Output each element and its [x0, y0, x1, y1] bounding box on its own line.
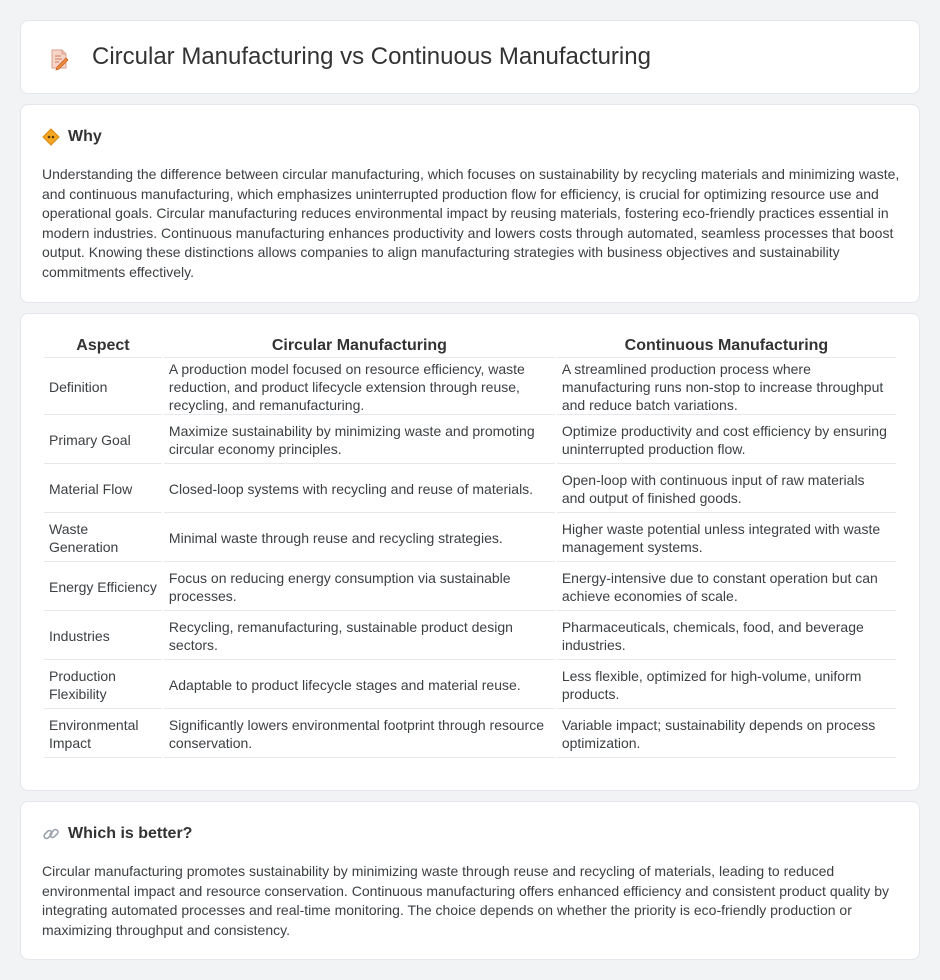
circular-cell: Adaptable to product lifecycle stages and material reuse. [164, 662, 555, 709]
continuous-cell: A streamlined production process where manufacturing runs non-stop to increase throughput and reduce batch variations. [557, 360, 896, 415]
aspect-cell: Environmental Impact [44, 711, 162, 758]
continuous-cell: Less flexible, optimized for high-volume, uniform products. [557, 662, 896, 709]
circular-cell: Closed-loop systems with recycling and reuse of materials. [164, 466, 555, 513]
aspect-cell: Material Flow [44, 466, 162, 513]
circular-cell: Recycling, remanufacturing, sustainable product design sectors. [164, 613, 555, 660]
table-row [44, 662, 896, 709]
why-section [20, 104, 920, 303]
which-better-section [20, 801, 920, 960]
header-circular: Circular Manufacturing [164, 334, 555, 358]
circular-cell: Focus on reducing energy consumption via sustainable processes. [164, 564, 555, 611]
why-text: Understanding the difference between circular manufacturing, which focuses on sustainability by recycling materials and minimizing waste, and continuous manufacturing, which emphasizes uninterrupted production flow for efficiency, is crucial for optimizing resource use and operational goals. Circular manufacturing reduces environmental impact by reusing materials, fostering eco-friendly practices essential in modern industries. Continuous manufacturing enhances productivity and lowers costs through automated, seamless processes that boost output. Knowing these distinctions allows companies to align manufacturing strategies with business objectives and sustainability commitments effectively. [42, 166, 900, 280]
document-pencil-icon [47, 47, 71, 71]
header-aspect: Aspect [44, 334, 162, 358]
better-heading: Which is better? [68, 825, 193, 842]
why-heading: Why [68, 128, 102, 145]
circular-cell: Significantly lowers environmental footprint through resource conservation. [164, 711, 555, 758]
aspect-cell: Industries [44, 613, 162, 660]
table-row [44, 613, 896, 660]
page-title: Circular Manufacturing vs Continuous Manufacturing [92, 43, 651, 70]
why-heading-row [42, 127, 102, 147]
better-heading-row [42, 824, 192, 844]
aspect-cell: Definition [44, 360, 162, 415]
aspect-cell: Primary Goal [44, 417, 162, 464]
link-icon [42, 825, 60, 843]
circular-cell: Maximize sustainability by minimizing waste and promoting circular economy principles. [164, 417, 555, 464]
aspect-cell: Production Flexibility [44, 662, 162, 709]
continuous-cell: Energy-intensive due to constant operation but can achieve economies of scale. [557, 564, 896, 611]
diamond-icon [42, 128, 60, 146]
circular-cell: Minimal waste through reuse and recycling strategies. [164, 515, 555, 562]
table-row [44, 564, 896, 611]
comparison-table-card [20, 313, 920, 791]
continuous-cell: Optimize productivity and cost efficiency by ensuring uninterrupted production flow. [557, 417, 896, 464]
table-row [44, 466, 896, 513]
continuous-cell: Higher waste potential unless integrated with waste management systems. [557, 515, 896, 562]
aspect-cell: Energy Efficiency [44, 564, 162, 611]
table-row [44, 417, 896, 464]
continuous-cell: Open-loop with continuous input of raw materials and output of finished goods. [557, 466, 896, 513]
aspect-cell: Waste Generation [44, 515, 162, 562]
table-row [44, 515, 896, 562]
table-header-row [44, 334, 896, 358]
continuous-cell: Variable impact; sustainability depends on process optimization. [557, 711, 896, 758]
circular-cell: A production model focused on resource efficiency, waste reduction, and product lifecycle extension through reuse, recycling, and remanufacturing. [164, 360, 555, 415]
table-row [44, 360, 896, 415]
header-continuous: Continuous Manufacturing [557, 334, 896, 358]
table-row [44, 711, 896, 758]
comparison-table [42, 332, 898, 760]
title-card [20, 20, 920, 94]
better-text: Circular manufacturing promotes sustainability by minimizing waste through reuse and recycling of materials, leading to reduced environmental impact and resource conservation. Continuous manufacturing offers enhanced efficiency and consistent product quality by integrating automated processes and real-time monitoring. The choice depends on whether the priority is eco-friendly production or maximizing throughput and consistency. [42, 863, 889, 938]
continuous-cell: Pharmaceuticals, chemicals, food, and beverage industries. [557, 613, 896, 660]
